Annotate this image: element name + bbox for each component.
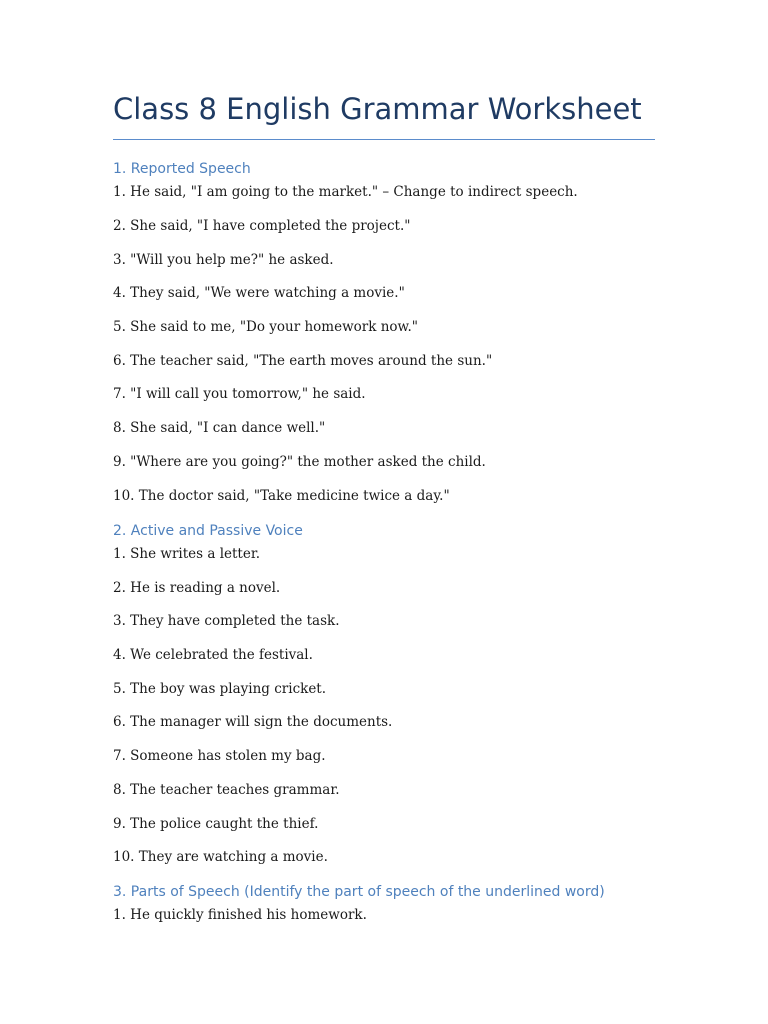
list-item: 8. The teacher teaches grammar. bbox=[113, 782, 340, 798]
document-title: Class 8 English Grammar Worksheet bbox=[113, 92, 642, 126]
list-item: 2. He is reading a novel. bbox=[113, 580, 281, 596]
list-item: 10. The doctor said, "Take medicine twice a day." bbox=[113, 488, 450, 504]
list-item: 1. She writes a letter. bbox=[113, 546, 261, 562]
list-item: 10. They are watching a movie. bbox=[113, 849, 328, 865]
list-item: 1. He said, "I am going to the market." – Change to indirect speech. bbox=[113, 184, 578, 200]
title-underline bbox=[113, 139, 655, 140]
section-heading-active-passive-voice: 2. Active and Passive Voice bbox=[113, 523, 303, 539]
list-item: 4. We celebrated the festival. bbox=[113, 647, 313, 663]
list-item: 9. "Where are you going?" the mother asked the child. bbox=[113, 454, 486, 470]
list-item: 9. The police caught the thief. bbox=[113, 816, 319, 832]
list-item: 5. She said to me, "Do your homework now." bbox=[113, 319, 418, 335]
list-item: 5. The boy was playing cricket. bbox=[113, 681, 327, 697]
list-item: 3. "Will you help me?" he asked. bbox=[113, 252, 334, 268]
list-item: 3. They have completed the task. bbox=[113, 613, 340, 629]
list-item: 7. Someone has stolen my bag. bbox=[113, 748, 326, 764]
list-item: 6. The manager will sign the documents. bbox=[113, 714, 393, 730]
list-item: 2. She said, "I have completed the project." bbox=[113, 218, 411, 234]
section-heading-parts-of-speech: 3. Parts of Speech (Identify the part of speech of the underlined word) bbox=[113, 884, 605, 900]
list-item: 8. She said, "I can dance well." bbox=[113, 420, 326, 436]
list-item: 1. He quickly finished his homework. bbox=[113, 907, 367, 923]
section-heading-reported-speech: 1. Reported Speech bbox=[113, 161, 251, 177]
list-item: 6. The teacher said, "The earth moves around the sun." bbox=[113, 353, 493, 369]
list-item: 7. "I will call you tomorrow," he said. bbox=[113, 386, 366, 402]
list-item: 4. They said, "We were watching a movie." bbox=[113, 285, 405, 301]
